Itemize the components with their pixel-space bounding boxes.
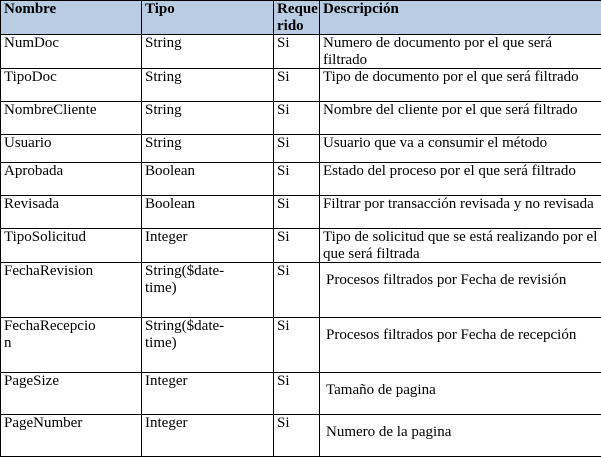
cell-nombre-line-2: n — [4, 335, 12, 351]
cell-descripcion: Tamaño de pagina — [320, 373, 601, 415]
cell-requerido: Si — [274, 373, 320, 415]
cell-tipo: String — [142, 35, 274, 69]
cell-nombre: Aprobada — [1, 163, 142, 196]
cell-requerido: Si — [274, 35, 320, 69]
cell-nombre: Revisada — [1, 196, 142, 229]
cell-nombre: PageSize — [1, 373, 142, 415]
column-header-requerido-line-2: rido — [277, 18, 304, 34]
cell-descripcion: Tipo de solicitud que se está realizando por el que será filtrada — [320, 229, 601, 263]
cell-nombre: NombreCliente — [1, 102, 142, 135]
cell-tipo-line-2: time) — [145, 335, 177, 351]
cell-tipo-line-1: String($date- — [145, 263, 224, 279]
cell-nombre: TipoSolicitud — [1, 229, 142, 263]
cell-descripcion: Usuario que va a consumir el método — [320, 135, 601, 163]
cell-tipo: Integer — [142, 373, 274, 415]
cell-tipo: String — [142, 135, 274, 163]
cell-tipo — [142, 263, 274, 318]
cell-nombre: TipoDoc — [1, 69, 142, 102]
cell-nombre: Usuario — [1, 135, 142, 163]
cell-nombre-line-1: FechaRecepcio — [4, 318, 96, 334]
cell-descripcion: Nombre del cliente por el que será filtrado — [320, 102, 601, 135]
table-row — [1, 69, 601, 102]
cell-requerido: Si — [274, 229, 320, 263]
cell-requerido: Si — [274, 318, 320, 373]
column-header-requerido — [274, 1, 320, 35]
table-row — [1, 318, 601, 373]
cell-requerido: Si — [274, 196, 320, 229]
table-row — [1, 229, 601, 263]
cell-tipo: String — [142, 102, 274, 135]
cell-nombre: PageNumber — [1, 415, 142, 457]
cell-descripcion: Procesos filtrados por Fecha de recepción — [320, 318, 601, 373]
cell-tipo: Boolean — [142, 196, 274, 229]
table-row — [1, 35, 601, 69]
cell-tipo: String — [142, 69, 274, 102]
cell-tipo: Integer — [142, 415, 274, 457]
column-header-descripcion: Descripción — [320, 1, 601, 35]
column-header-nombre: Nombre — [1, 1, 142, 35]
cell-requerido: Si — [274, 263, 320, 318]
cell-descripcion: Numero de documento por el que será filtrado — [320, 35, 601, 69]
cell-requerido: Si — [274, 135, 320, 163]
table-row — [1, 102, 601, 135]
table-row — [1, 373, 601, 415]
table-row — [1, 163, 601, 196]
cell-descripcion: Numero de la pagina — [320, 415, 601, 457]
cell-requerido: Si — [274, 415, 320, 457]
table-row — [1, 196, 601, 229]
cell-descripcion: Tipo de documento por el que será filtrado — [320, 69, 601, 102]
cell-requerido: Si — [274, 69, 320, 102]
table-header-row — [1, 1, 601, 35]
cell-descripcion: Estado del proceso por el que será filtrado — [320, 163, 601, 196]
cell-tipo-line-1: String($date- — [145, 318, 224, 334]
table-row — [1, 135, 601, 163]
cell-tipo — [142, 318, 274, 373]
cell-nombre: NumDoc — [1, 35, 142, 69]
cell-nombre — [1, 318, 142, 373]
column-header-requerido-line-1: Reque — [277, 1, 318, 17]
cell-nombre: FechaRevision — [1, 263, 142, 318]
cell-tipo-line-2: time) — [145, 280, 177, 296]
cell-tipo: Boolean — [142, 163, 274, 196]
column-header-tipo: Tipo — [142, 1, 274, 35]
cell-requerido: Si — [274, 102, 320, 135]
cell-descripcion: Procesos filtrados por Fecha de revisión — [320, 263, 601, 318]
table-row — [1, 263, 601, 318]
cell-tipo: Integer — [142, 229, 274, 263]
cell-requerido: Si — [274, 163, 320, 196]
cell-descripcion: Filtrar por transacción revisada y no revisada — [320, 196, 601, 229]
table-row — [1, 415, 601, 457]
